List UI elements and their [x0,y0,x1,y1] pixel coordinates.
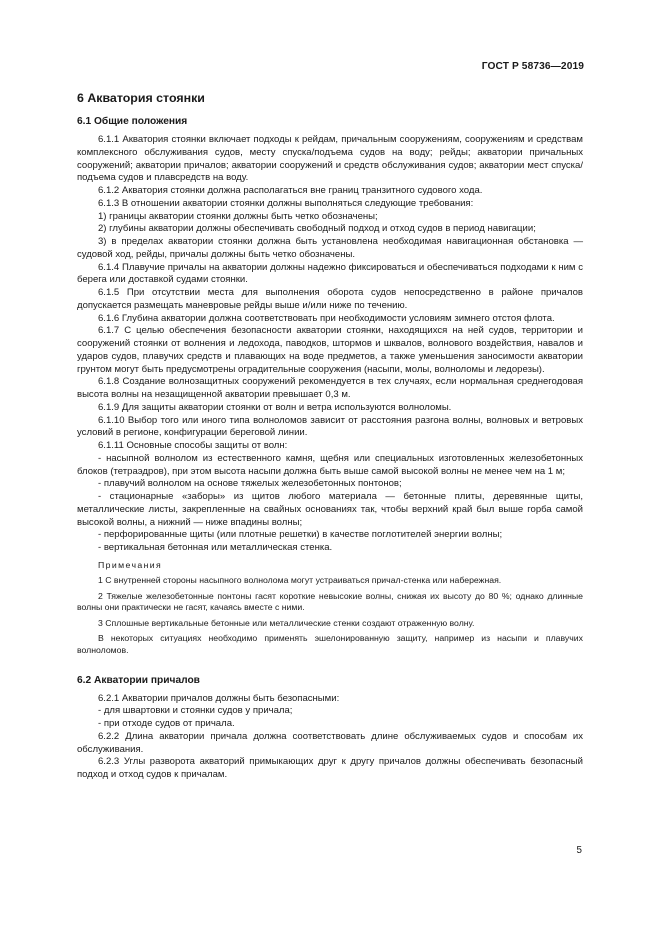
paragraph-6-1-4: 6.1.4 Плавучие причалы на акватории должны надежно фиксироваться и обеспечиваться подходами к ним с берега или доставкой судами стоянки. [77,261,583,286]
list-item: - вертикальная бетонная или металлическая стенка. [98,542,333,553]
paragraph-6-1-2: 6.1.2 Акватория стоянки должна располагаться вне границ транзитного судового хода. [98,185,483,196]
list-item: - стационарные «заборы» из щитов любого материала — бетонные плиты, деревянные щиты, металлические листы, закрепленные на свайных основаниях так, чтобы верхний край был выше горба самой высокой волны, а нижний — ниже впадины волны; [77,491,583,528]
paragraph-6-2-2: 6.2.2 Длина акватории причала должна соответствовать длине обслуживаемых судов и способам их обслуживания. [77,730,583,755]
paragraph-6-1-6: 6.1.6 Глубина акватории должна соответствовать при необходимости условиям зимнего отстоя флота. [98,312,555,324]
paragraph-6-2-3: 6.2.3 Углы разворота акваторий примыкающих друг к другу причалов должны обеспечивать безопасный подход и отход судов к причалам. [77,756,583,781]
document-code: ГОСТ Р 58736—2019 [481,61,584,72]
paragraph-6-1-9: 6.1.9 Для защиты акватории стоянки от волн и ветра используются волноломы. [98,401,452,413]
section-title: 6 Акватория стоянки [77,91,205,105]
paragraph-6-1-8: 6.1.8 Создание волнозащитных сооружений рекомендуется в тех случаях, если нормальная среднегодовая высота волны на незащищенной акватории превышает 0,3 м. [77,376,583,400]
paragraph-6-1-11: 6.1.11 Основные способы защиты от волн: [98,440,288,451]
notes-title: Примечания [98,559,163,570]
subsection-title-6-1: 6.1 Общие положения [77,116,188,127]
requirement-2: 2) глубины акватории должны обеспечивать свободный подход и отход судов в период навигации; [98,223,536,235]
note-item: 1 С внутренней стороны насыпного волнолома могут устраиваться причал-стенка или набережная. [98,574,502,585]
note-item: В некоторых ситуациях необходимо применять эшелонированную защиту, например из насыпи и плавучих волноломов. [77,633,583,655]
paragraph-6-1-5: 6.1.5 При отсутствии места для выполнения оборота судов непосредственно в районе причалов допускается размещать маневровые рейды выше и/или ниже по течению. [77,287,583,311]
paragraph-6-1-10: 6.1.10 Выбор того или иного типа волноломов зависит от расстояния разгона волны, волновых и ветровых условий в регионе, конфигурации береговой линии. [77,414,583,439]
spacer [77,661,583,674]
list-item: - насыпной волнолом из естественного камня, щебня или специальных изготовленных железобетонных блоков (тетраэдров), при этом высота насыпи должна быть выше самой высокой волны не менее чем на 1 м; [77,452,583,477]
paragraph-6-2-1: 6.2.1 Акватории причалов должны быть безопасными: [98,692,340,704]
note-item: 2 Тяжелые железобетонные понтоны гасят короткие невысокие волны, снижая их высоту до 80 %; однако длинные волны они практически не гасят, качаясь вместе с ними. [77,590,583,612]
page-number: 5 [576,845,582,856]
paragraph-6-1-1: 6.1.1 Акватория стоянки включает подходы к рейдам, причальным сооружениям, сооружениям и средствам комплексного обслуживания судов, месту спуска/подъема судов на воду; рейды; акватории причальных сооружений; акватории причалов; акватории сооружений и средств обслуживания судов; акватории мест спуска/подъема судов и плавсредств на воду. [77,134,583,184]
subsection-title-6-2: 6.2 Акватории причалов [77,674,200,686]
list-item: - перфорированные щиты (или плотные решетки) в качестве поглотителей энергии волны; [98,529,503,541]
requirement-3: 3) в пределах акватории стоянки должна быть установлена необходимая навигационная обстановка — судовой ход, рейды, причалы должны быть четко обозначены. [77,236,583,260]
list-item: - для швартовки и стоянки судов у причала; [98,705,293,717]
requirement-1: 1) границы акватории стоянки должны быть четко обозначены; [98,210,378,222]
list-item: - плавучий волнолом на основе тяжелых железобетонных понтонов; [98,478,402,490]
paragraph-6-1-7: 6.1.7 С целью обеспечения безопасности акватории стоянки, находящихся на ней судов, территории и сооружений стоянки от волнения и ледохода, паводков, штормов и шквалов, волнового воздействия, навалов и ударов судов, плавучих средств и плавающих на воде предметов, а также уменьшения заносимости акватории грунтом могут быть предусмотрены оградительные сооружения (насыпи, молы, волноломы и ледорезы). [77,325,583,375]
paragraph-6-1-3: 6.1.3 В отношении акватории стоянки должны выполняться следующие требования: [98,197,474,209]
note-item: 3 Сплошные вертикальные бетонные или металлические стенки создают отраженную волну. [98,617,475,628]
list-item: - при отходе судов от причала. [98,718,235,730]
page-content [77,91,583,782]
